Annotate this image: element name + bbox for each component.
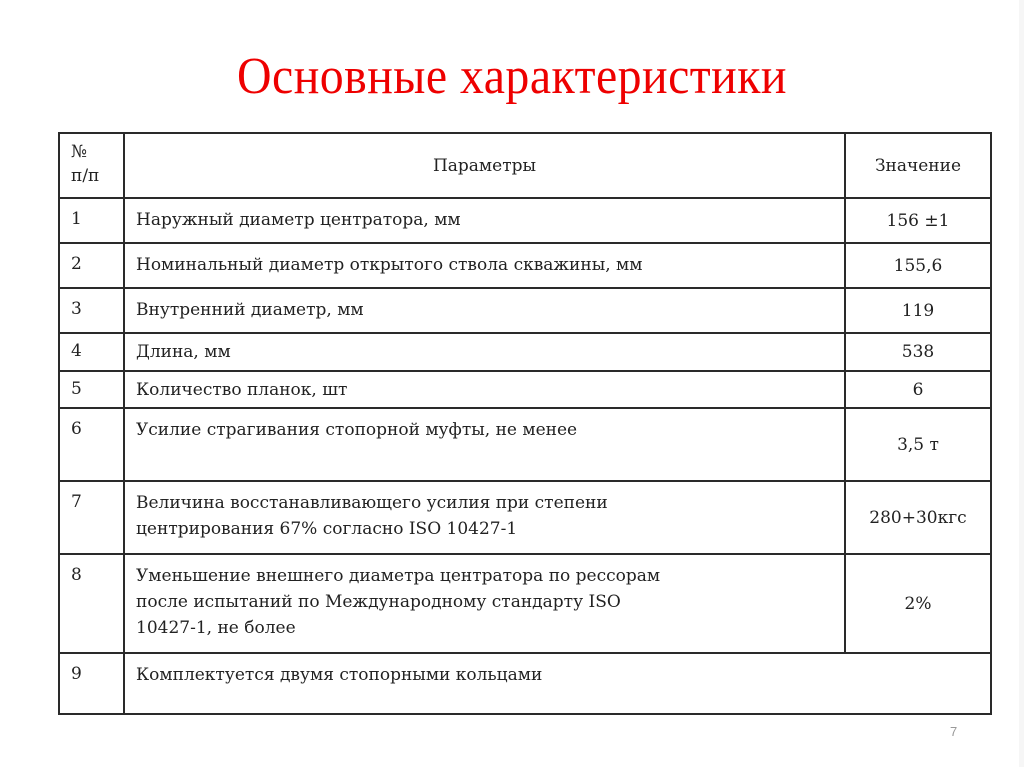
param-line: Комплектуется двумя стопорными кольцами	[136, 665, 543, 685]
scrollbar-strip	[1019, 0, 1024, 767]
param-line: Уменьшение внешнего диаметра центратора по рессорам	[136, 566, 661, 586]
row-parameter	[124, 288, 845, 333]
row-number: 5	[59, 371, 124, 408]
table-row	[59, 333, 991, 371]
row-number: 6	[59, 408, 124, 481]
param-line: Усилие страгивания стопорной муфты, не менее	[136, 420, 578, 440]
row-number: 1	[59, 198, 124, 243]
param-line: 10427-1, не более	[136, 618, 296, 638]
page-number: 7	[950, 724, 958, 739]
header-number-abbr: п/п	[71, 166, 100, 186]
row-number: 9	[59, 653, 124, 714]
header-parameters: Параметры	[124, 133, 845, 198]
row-value: 119	[845, 288, 991, 333]
row-number: 8	[59, 554, 124, 653]
row-number: 2	[59, 243, 124, 288]
row-parameter	[124, 371, 845, 408]
table-row	[59, 554, 991, 653]
row-value: 156 ±1	[845, 198, 991, 243]
row-value: 3,5 т	[845, 408, 991, 481]
row-parameter	[124, 198, 845, 243]
header-number	[59, 133, 124, 198]
slide-title: Основные характеристики	[237, 48, 787, 105]
table-row	[59, 243, 991, 288]
row-value: 2%	[845, 554, 991, 653]
table-row	[59, 653, 991, 714]
param-line: после испытаний по Международному стандарту ISO	[136, 592, 621, 612]
row-parameter	[124, 481, 845, 554]
specifications-table	[58, 132, 992, 715]
row-value: 280+30кгс	[845, 481, 991, 554]
table-row	[59, 408, 991, 481]
param-line: Длина, мм	[136, 342, 231, 362]
table-row	[59, 481, 991, 554]
table-row	[59, 198, 991, 243]
row-parameter	[124, 653, 991, 714]
row-number: 7	[59, 481, 124, 554]
row-number: 4	[59, 333, 124, 371]
param-line: Количество планок, шт	[136, 380, 348, 400]
param-line: Наружный диаметр центратора, мм	[136, 210, 461, 230]
table-row	[59, 371, 991, 408]
param-line: Номинальный диаметр открытого ствола скважины, мм	[136, 255, 643, 275]
row-parameter	[124, 333, 845, 371]
param-line: Величина восстанавливающего усилия при степени	[136, 493, 608, 513]
row-value: 155,6	[845, 243, 991, 288]
row-parameter	[124, 554, 845, 653]
row-parameter	[124, 408, 845, 481]
table-row	[59, 288, 991, 333]
param-line: Внутренний диаметр, мм	[136, 300, 364, 320]
row-number: 3	[59, 288, 124, 333]
header-number-symbol: №	[71, 142, 88, 162]
param-line: центрирования 67% согласно ISO 10427-1	[136, 519, 518, 539]
header-value: Значение	[845, 133, 991, 198]
row-parameter	[124, 243, 845, 288]
table-header-row	[59, 133, 991, 198]
row-value: 6	[845, 371, 991, 408]
row-value: 538	[845, 333, 991, 371]
